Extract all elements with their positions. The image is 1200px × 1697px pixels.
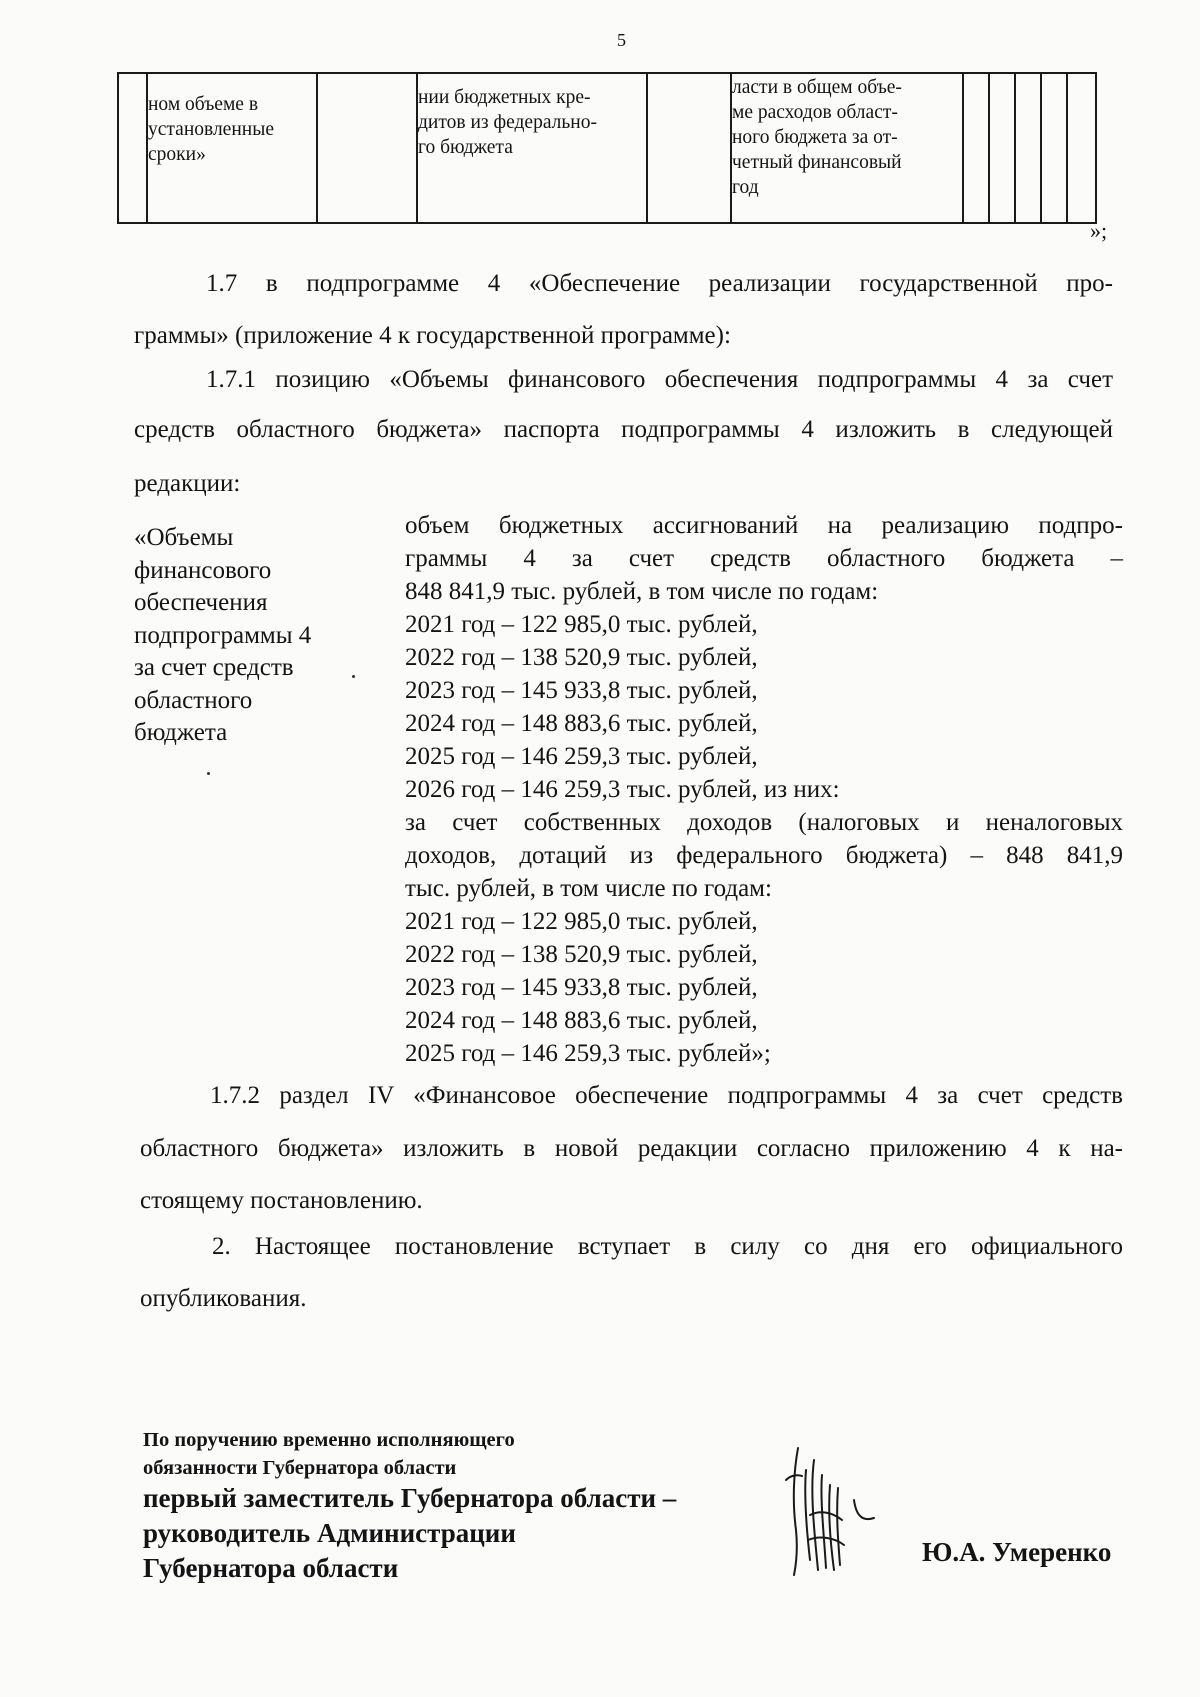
cell-line: ном объеме в (148, 94, 259, 115)
passport-year-line: 2021 год – 122 985,0 тыс. рублей, (405, 611, 758, 638)
label-line: за счет средств (134, 654, 294, 681)
cell-line: год (732, 177, 759, 198)
paragraph-1-7-1-line: 1.7.1 позицию «Объемы финансового обеспечения подпрограммы 4 за счет (206, 366, 1113, 393)
passport-year-line: 2025 год – 146 259,3 тыс. рублей, (405, 743, 758, 770)
passport-label (134, 522, 311, 750)
paragraph-1-7-line: граммы» (приложение 4 к государственной программе): (134, 322, 731, 349)
cell-line: дитов из федерально- (418, 112, 597, 133)
label-line: областного (134, 686, 253, 714)
passport-line: тыс. рублей, в том числе по годам: (405, 875, 772, 902)
table-divider (1040, 74, 1042, 222)
cell-line: ласти в общем объе- (732, 77, 902, 98)
paragraph-1-7-line: 1.7 в подпрограмме 4 «Обеспечение реализации государственной про- (206, 270, 1113, 297)
table-close-quote: »; (1090, 218, 1108, 243)
passport-year-line: 2023 год – 145 933,8 тыс. рублей, (405, 974, 758, 1001)
cell-line: ного бюджета за от- (732, 127, 898, 148)
paragraph-2-line: опубликования. (140, 1285, 307, 1312)
cell-line: ме расходов област- (732, 102, 898, 123)
passport-year-line: 2026 год – 146 259,3 тыс. рублей, из них: (405, 776, 840, 803)
table-divider (316, 74, 318, 222)
passport-line: доходов, дотаций из федерального бюджета) – 848 841,9 (405, 842, 1123, 869)
table-divider (1066, 74, 1068, 222)
passport-line: граммы 4 за счет средств областного бюджета – (405, 545, 1123, 572)
signatory-note: По поручению временно исполняющего (143, 1429, 515, 1451)
signatory-title: руководитель Администрации (143, 1518, 516, 1548)
paragraph-1-7-2-line: стоящему постановлению. (140, 1187, 423, 1214)
handwritten-signature (780, 1440, 900, 1580)
label-line: финансового (134, 556, 272, 584)
table-divider (646, 74, 648, 222)
paragraph-1-7-1-line: средств областного бюджета» паспорта подпрограммы 4 изложить в следующей (134, 416, 1113, 443)
label-line: обеспечения (134, 589, 268, 616)
cell-line: четный финансовый (732, 152, 902, 173)
passport-year-line: 2022 год – 138 520,9 тыс. рублей, (405, 941, 758, 968)
table-divider (962, 74, 964, 222)
table-divider (988, 74, 990, 222)
passport-line: 848 841,9 тыс. рублей, в том числе по годам: (405, 578, 879, 605)
page-number: 5 (617, 30, 626, 50)
label-line: бюджета (134, 719, 228, 746)
label-line: «Объемы (134, 524, 234, 551)
scan-speck (207, 772, 210, 775)
paragraph-2-line: 2. Настоящее постановление вступает в силу со дня его официального (212, 1233, 1123, 1260)
passport-year-line: 2023 год – 145 933,8 тыс. рублей, (405, 677, 758, 704)
passport-line: объем бюджетных ассигнований на реализацию подпро- (405, 512, 1123, 539)
label-line: подпрограммы 4 (134, 621, 312, 649)
cell-line: установленные (148, 119, 274, 140)
signatory-note: обязанности Губернатора области (143, 1457, 457, 1479)
paragraph-1-7-2-line: областного бюджета» изложить в новой редакции согласно приложению 4 к на- (140, 1135, 1123, 1162)
cell-line: нии бюджетных кре- (418, 87, 591, 108)
table-cell-col5 (732, 75, 902, 200)
table-cell-col1 (148, 92, 274, 167)
signatory-title: Губернатора области (143, 1553, 399, 1583)
passport-year-line: 2025 год – 146 259,3 тыс. рублей»; (405, 1040, 771, 1067)
table-cell-col3 (418, 85, 597, 160)
cell-line: го бюджета (418, 137, 513, 158)
table-divider (1014, 74, 1016, 222)
scan-speck (352, 675, 355, 678)
passport-year-line: 2021 год – 122 985,0 тыс. рублей, (405, 908, 758, 935)
paragraph-1-7-1-line: редакции: (134, 470, 241, 497)
table-fragment (117, 72, 1097, 224)
paragraph-1-7-2-line: 1.7.2 раздел IV «Финансовое обеспечение подпрограммы 4 за счет средств (210, 1082, 1123, 1109)
signatory-name: Ю.А. Умеренко (922, 1537, 1112, 1567)
signatory-title: первый заместитель Губернатора области – (143, 1483, 677, 1513)
cell-line: сроки» (148, 144, 206, 165)
passport-year-line: 2022 год – 138 520,9 тыс. рублей, (405, 644, 758, 671)
passport-year-line: 2024 год – 148 883,6 тыс. рублей, (405, 1007, 758, 1034)
passport-line: за счет собственных доходов (налоговых и неналоговых (405, 809, 1123, 836)
passport-year-line: 2024 год – 148 883,6 тыс. рублей, (405, 710, 758, 737)
